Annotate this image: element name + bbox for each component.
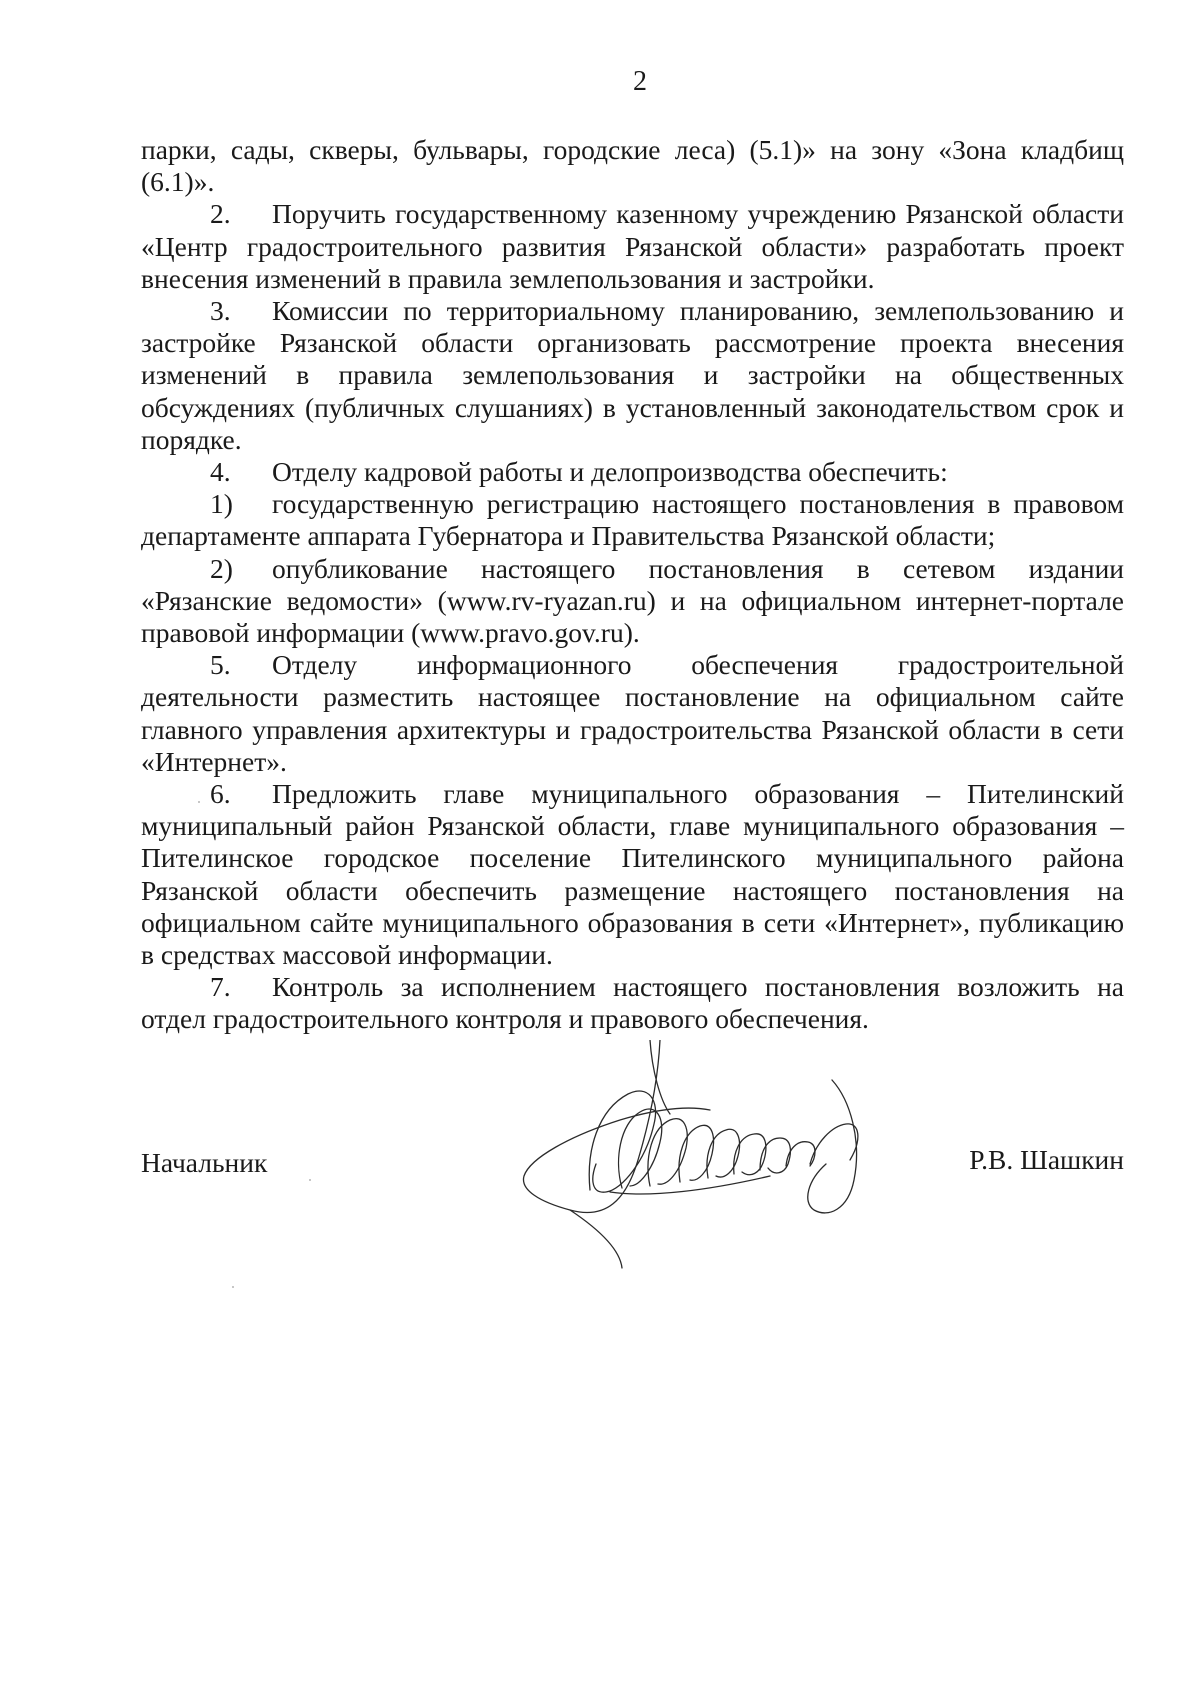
paragraph-number: 5. [210,649,231,681]
paragraph-number: 1) [210,488,233,520]
paragraph-number: 4. [210,456,231,488]
paragraph-item-6 [141,778,1124,971]
paragraph-item-7 [141,971,1124,1035]
paragraph-text: Предложить главе муниципального образования – Пителинский муниципальный район Рязанской области, главе муниципального образования – Пителинское городское поселение Пителинского муниципального района Рязанской области обеспечить размещение настоящего постановления на официальном сайте муниципального образования в сети «Интернет», публикацию в средствах массовой информации. [141,778,1124,971]
paragraph-number: 7. [210,971,231,1003]
paragraph-continuation [141,134,1124,198]
paragraph-item-5 [141,649,1124,778]
paragraph-item-4 [141,456,1124,488]
paragraph-number: 3. [210,295,231,327]
paragraph-item-3 [141,295,1124,456]
scan-speck [198,801,200,803]
paragraph-text: Отделу кадровой работы и делопроизводства обеспечить: [272,456,948,488]
paragraph-text: Комиссии по территориальному планированию, землепользованию и застройке Рязанской области организовать рассмотрение проекта внесения изменений в правила землепользования и застройки на общественных обсуждениях (публичных слушаниях) в установленный законодательством срок и порядке. [141,295,1124,455]
paragraph-number: 2) [210,552,233,584]
paragraph-text: государственную регистрацию настоящего постановления в правовом департаменте аппарата Губернатора и Правительства Рязанской области; [141,488,1124,552]
signatory-name: Р.В. Шашкин [969,1144,1124,1175]
paragraph-text: Поручить государственному казенному учреждению Рязанской области «Центр градостроительного развития Рязанской области» разработать проект внесения изменений в правила землепользования и застройки. [141,198,1124,294]
paragraph-subitem-2 [141,553,1124,650]
paragraph-text: опубликование настоящего постановления в сетевом издании «Рязанские ведомости» (www.rv-ryazan.ru) и на официальном интернет-портале правовой информации (www.pravo.gov.ru). [141,552,1124,649]
paragraph-number: 2. [210,198,231,230]
scan-speck [309,1179,311,1181]
paragraph-subitem-1 [141,488,1124,552]
handwritten-signature [510,1040,930,1270]
paragraph-item-2 [141,198,1124,295]
document-body [141,134,1124,1036]
paragraph-text: Отделу информационного обеспечения градостроительной деятельности разместить настоящее постановление на официальном сайте главного управления архитектуры и градостроительства Рязанской области в сети «Интернет». [141,649,1124,777]
page-number: 2 [633,66,647,97]
signatory-title: Начальник [141,1147,268,1178]
paragraph-number: 6. [210,778,231,810]
paragraph-text: парки, сады, скверы, бульвары, городские леса) (5.1)» на зону «Зона кладбищ (6.1)». [141,134,1124,198]
scan-speck [232,1286,234,1288]
paragraph-text: Контроль за исполнением настоящего постановления возложить на отдел градостроительного контроля и правового обеспечения. [141,971,1124,1035]
